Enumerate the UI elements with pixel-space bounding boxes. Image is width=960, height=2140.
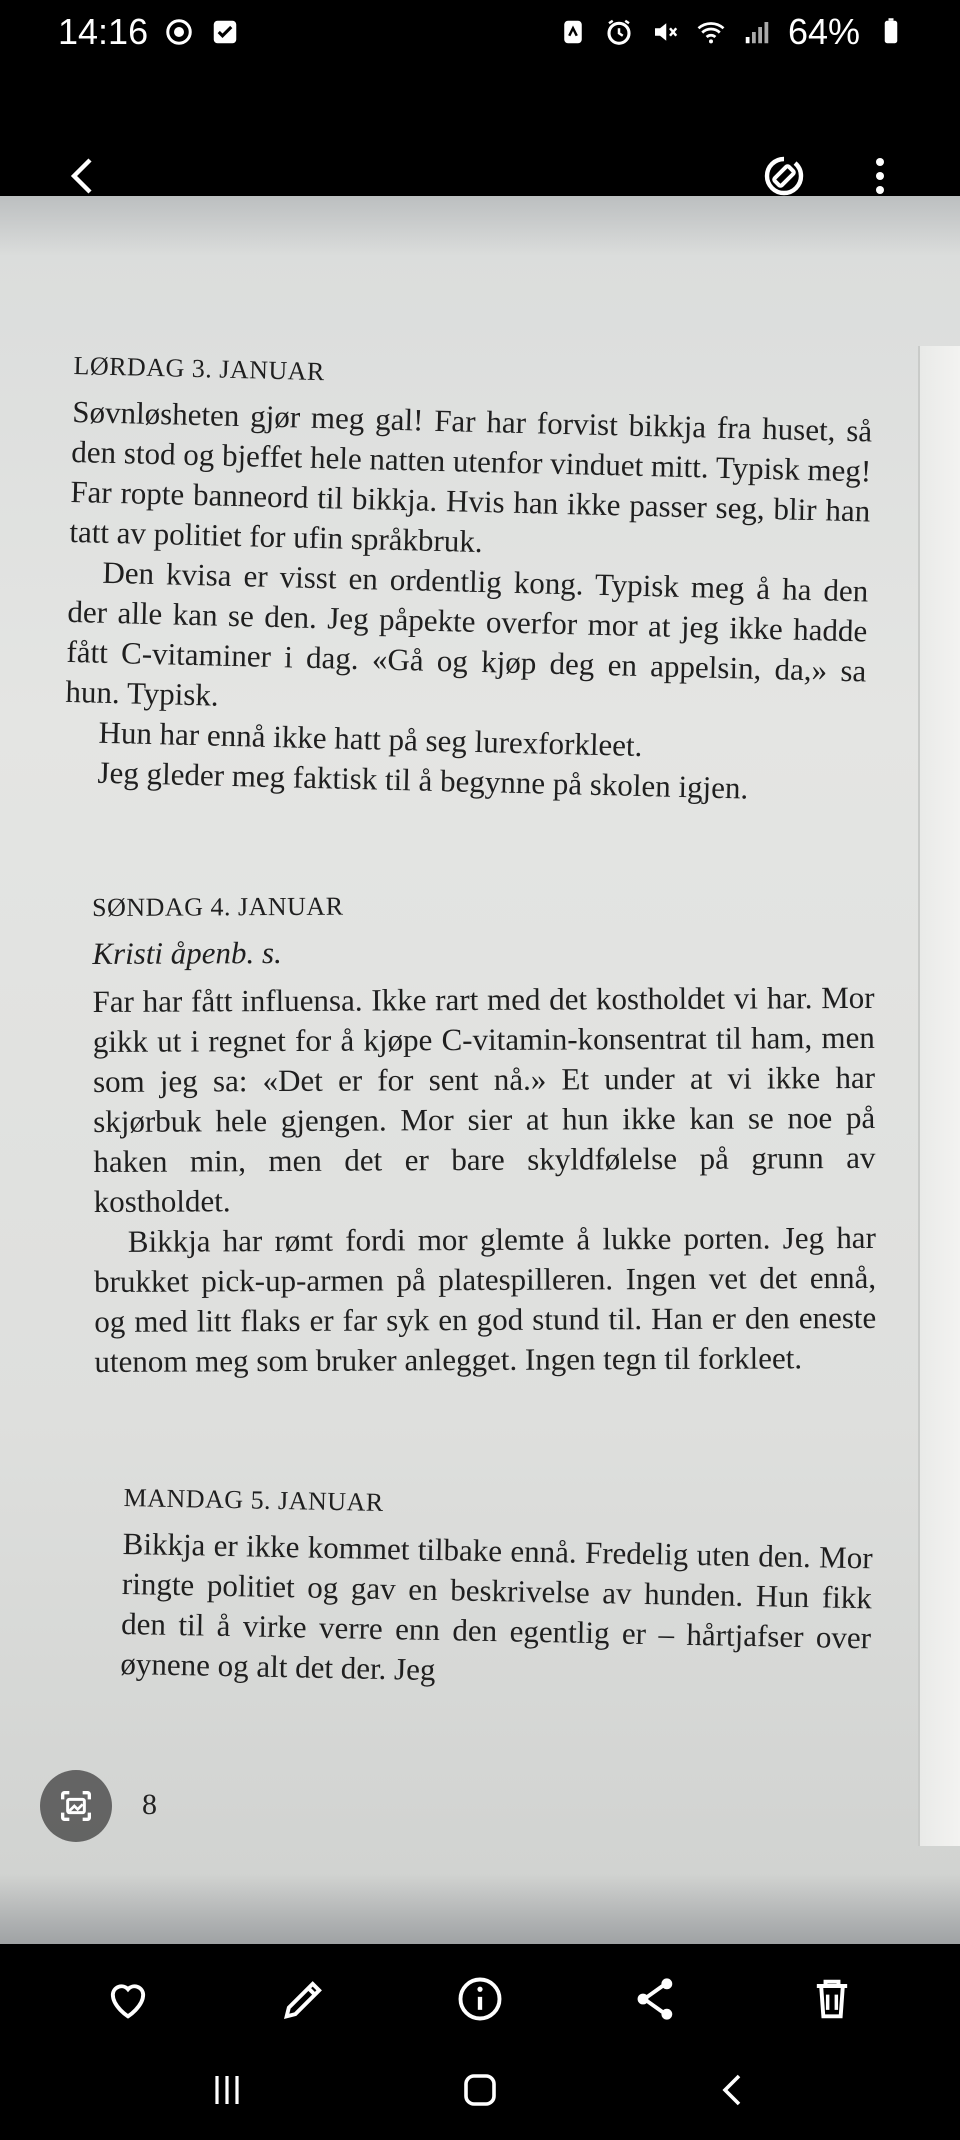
entry-paragraph: Den kvisa er visst en ordentlig kong. Typisk meg å ha den der alle kan se den. Jeg påpekte overfor mor at jeg ikke hadde fått C-vitaminer i dag. «Gå og kjøp deg en appelsin, da,» sa hun. Typisk. <box>65 554 869 713</box>
edit-icon <box>278 1973 330 2025</box>
favorite-button[interactable] <box>92 1963 164 2035</box>
share-button[interactable] <box>620 1963 692 2035</box>
details-button[interactable] <box>444 1963 516 2035</box>
edit-button[interactable] <box>268 1963 340 2035</box>
more-vert-icon <box>856 152 904 200</box>
delete-button[interactable] <box>796 1963 868 2035</box>
status-time: 14:16 <box>58 11 149 52</box>
viewer-actions <box>0 1944 960 2054</box>
scan-image-button[interactable] <box>40 1770 112 1842</box>
entry-paragraph: Hun har ennå ikke hatt på seg lurexforkleet. <box>98 714 643 764</box>
share-icon <box>630 1973 682 2025</box>
entry-paragraph: Jeg gleder meg faktisk til å begynne på skolen igjen. <box>97 754 749 806</box>
entry-heading: LØRDAG 3. JANUAR <box>73 350 326 387</box>
diary-entry <box>63 346 874 811</box>
status-right <box>558 11 906 53</box>
chat-bubble-icon <box>164 17 194 47</box>
entry-paragraph: Søvnløsheten gjør meg gal! Far har forvist bikkja fra huset, så den stod og bjeffet hele natten utenfor vinduet mitt. Typisk meg! Far ropte banneord til bikkja. Hvis han ikke passer seg, blir han tatt av politiet for ufin språkbruk. <box>69 393 873 560</box>
home-button[interactable] <box>435 2050 525 2130</box>
entry-paragraph: Bikkja har rømt fordi mor glemte å lukke porten. Jeg har brukket pick-up-armen på platespilleren. Ingen vet det ennå, og med litt flaks er far syk en god stund til. Han er den eneste utenom meg som bruker anlegget. Ingen tegn til forkleet. <box>93 1219 877 1379</box>
alarm-icon <box>604 17 634 47</box>
diary-entry <box>120 1478 874 1698</box>
book-page-text <box>65 346 877 1780</box>
info-icon <box>454 1973 506 2025</box>
recents-button[interactable] <box>182 2050 272 2130</box>
recents-icon <box>203 2066 251 2114</box>
nfc-icon <box>558 17 588 47</box>
battery-percent: 64% <box>787 11 860 52</box>
entry-paragraph: Bikkja er ikke kommet tilbake ennå. Fredelig uten den. Mor ringte politiet og gav en beskrivelse av hunden. Hun fikk den til å virke verre enn den egentlig er – hårtjafser over øynene og alt det der. Jeg <box>120 1525 873 1688</box>
home-icon <box>456 2066 504 2114</box>
signal-icon <box>742 17 772 47</box>
entry-heading: MANDAG 5. JANUAR <box>123 1482 384 1517</box>
page-number: 8 <box>142 1788 157 1821</box>
photo-viewer-image[interactable] <box>0 196 960 1944</box>
page-edge-shadow <box>0 196 960 256</box>
scan-image-icon <box>56 1786 96 1826</box>
delete-icon <box>806 1973 858 2025</box>
auto-rotate-icon <box>760 152 808 200</box>
back-arrow-icon <box>60 152 108 200</box>
entry-paragraph: Far har fått influensa. Ikke rart med det kostholdet vi har. Mor gikk ut i regnet for å kjøpe C-vitamin-konsentrat til ham, men som jeg sa: «Det er for sent nå.» Et under at vi ikke har skjørbuk hele gjengen. Mor sier at hun ikke kan se noe på haken min, men det er bare skyldfølelse på grunn av kostholdet. <box>92 979 876 1219</box>
heart-icon <box>102 1973 154 2025</box>
battery-icon <box>876 17 906 47</box>
back-icon <box>709 2066 757 2114</box>
adjacent-page <box>918 346 960 1846</box>
diary-entry <box>92 884 877 1382</box>
photo-bottom-shadow <box>0 1874 960 1944</box>
status-bar <box>0 0 960 64</box>
entry-subheading: Kristi åpenb. s. <box>92 935 282 971</box>
system-navigation-bar <box>0 2040 960 2140</box>
status-left <box>58 11 240 53</box>
entry-heading: SØNDAG 4. JANUAR <box>92 891 344 922</box>
checkbox-icon <box>210 17 240 47</box>
mute-icon <box>650 17 680 47</box>
nav-back-button[interactable] <box>688 2050 778 2130</box>
wifi-icon <box>696 17 726 47</box>
